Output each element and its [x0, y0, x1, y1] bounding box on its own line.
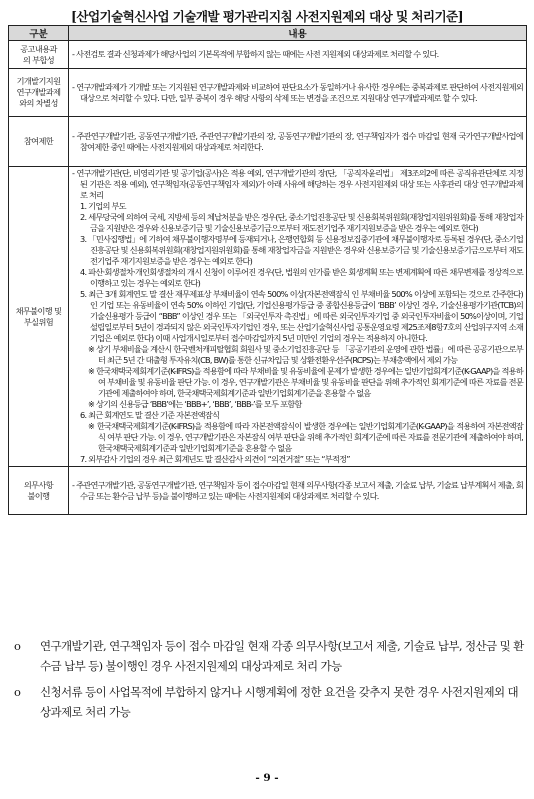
row-content — [69, 41, 527, 69]
content-note: ※ 한국채택국제회계기준(K-IFRS)을 적용함에 따라 부채비율 및 유동비율에 문제가 발생한 경우에는 일반기업회계기준(K-GAAP)을 적용하여 부채비율 및 유동비율 판단 가능. 이 경우, 연구개발기관은 부채비율 및 유동비율 판단을 위해 추가적인 회계기준에 따른 자료를 전문기관에 제출하여야 하며, 한국채택국제회계기준과 일반기업회계기준을 혼용할 수 없음 — [88, 366, 523, 398]
criteria-table — [8, 25, 527, 515]
content-text: - 주관연구개발기관, 공동연구개발기관, 주관연구개발기관의 장, 공동연구개발기관의 장, 연구책임자가 접수 마감일 현재 국가연구개발사업에 참여제한 중인 때에는 사전지원제외 대상과제로 처리한다. — [72, 130, 523, 152]
row-content — [69, 467, 527, 515]
bullet-marker: o — [14, 639, 21, 653]
content-text: - 사전검토 결과 신청과제가 해당사업의 기본목적에 부합하지 않는 때에는 사전 지원제외 대상과제로 처리할 수 있다. — [72, 49, 439, 59]
row-category: 기개발기지원 연구개발과제 와의 차별성 — [9, 69, 69, 117]
table-header-row — [9, 26, 527, 41]
bullet-list — [14, 636, 526, 728]
page-number: - 9 - — [255, 772, 279, 784]
content-item: 5. 최근 3개 회계연도 말 결산 재무제표상 부채비율이 연속 500% 이상(자본전액잠식 인 부채비율 500% 이상에 포함되는 것으로 간주한다)인 기업 또는 유동비율이 연속 50% 이하인 기업(단, 기업신용평가등급 중 종합신용등급이 ‘BBB’ 이상인 경우, 기술신용평가기관(TCB)의 기술신용평가 등급이 “BBB” 이상인 경우 또는 「외국인투자 촉진법」에 따른 외국인투자기업 중 외국인투자비율이 50%이상이며, 기업설립일로부터 5년이 경과되지 않은 외국인투자기업인 경우, 또는 산업기술혁신사업 공통운영요령 제25조제8항7호의 산업위구지역 소재 기업은 예외로 한다) 이때 사업개시일로부터 접수마감일까지 5년 미만인 기업의 경우는 적용하지 아니한다. — [80, 289, 523, 343]
content-item: 2. 세무당국에 의하여 국세, 지방세 등의 체납처분을 받은 경우(단, 중소기업진흥공단 및 신용회복위원회(재창업지원위원회)를 통해 재창업자금을 지원받은 경우와 신용보증기금 및 기술신용보증기금으로부터 재도전기업주 재기지원보증을 받은 경우는 예외로 한다) — [80, 212, 523, 233]
table-row — [9, 117, 527, 167]
page-title: [산업기술혁신사업 기술개발 평가관리지침 사전지원제외 대상 및 처리기준] — [71, 9, 463, 24]
table-row — [9, 167, 527, 467]
row-content — [69, 69, 527, 117]
content-item: 3. 「민사집행법」에 기하여 채무불이행자명부에 등재되거나, 은행연합회 등 신용정보집중기관에 채무불이행자로 등록된 경우(단, 중소기업진흥공단 및 신용회복위원회(재창업지원위원회)를 통해 재창업자금을 지원받은 경우와 신용보증기금 및 기술신용보증기금으로부터 재도전기업주 재기지원보증을 받은 경우는 예외로 한다) — [80, 234, 523, 266]
row-category: 채무불이행 및 부실위험 — [9, 167, 69, 467]
row-category: 공고내용과 의 부합성 — [9, 41, 69, 69]
header-category: 구분 — [9, 26, 69, 41]
content-item: 1. 기업의 부도 — [80, 201, 126, 211]
content-item: 4. 파산·회생절차·개인회생절차의 개시 신청이 이루어진 경우(단, 법원의 인가를 받은 회생계획 또는 변제계획에 따른 채무변제를 정상적으로 이행하고 있는 경우는 예외로 한다) — [80, 267, 523, 288]
table-row — [9, 41, 527, 69]
content-text: - 연구개발과제가 기개발 또는 기지원된 연구개발과제와 비교하여 판단요소가 동일하거나 유사한 경우에는 중복과제로 판단하여 사전지원제외 대상으로 처리할 수 있다. 다만, 일부 중복이 경우 해당 사항의 삭제 또는 변경을 조건으로 지원대상 연구개발과제로 할 수 있다. — [72, 81, 523, 103]
table-row — [9, 69, 527, 117]
content-note: ※ 한국채택국제회계기준(K-IFRS)을 적용함에 따라 자본전액잠식이 발생한 경우에는 일반기업회계기준(K-GAAP)을 적용하여 자본전액잠식 여부 판단 가능. 이 경우, 연구개발기관은 자본잠식 여부 판단을 위해 추가적인 회계기준에 따른 자료를 전문기관에 제출하여야 하며, 한국채택국제회계기준과 일반기업회계기준을 혼용할 수 없음 — [88, 421, 523, 453]
table-row — [9, 467, 527, 515]
content-text: - 주관연구개발기관, 공동연구개발기관, 연구책임자 등이 접수마감일 현재 의무사항(각종 보고서 제출, 기술료 납부, 기술료 납부계획서 제출, 회수금 또는 환수금 납부 등)을 불이행하고 있는 때에는 사전지원제외 대상과제로 처리할 수 있다. — [72, 479, 523, 501]
content-item: 6. 최근 회계연도 말 결산 기준 자본전액잠식 — [80, 410, 220, 420]
bullet-text: 연구개발기관, 연구책임자 등이 접수 마감일 현재 각종 의무사항(보고서 제출, 기술료 납부, 정산금 및 환수금 납부 등) 불이행인 경우 사전지원제외 대상과제로 처리 가능 — [40, 639, 524, 673]
bullet-item — [14, 682, 526, 722]
row-content — [69, 117, 527, 167]
content-note: ※ 상기 부채비율을 계산시 한국벤처캐피탈협회 회원사 및 중소기업진흥공단 등 「공공기관의 운영에 관한 법률」에 따른 공공기관으로부터 최근 5년 간 대출형 투자유치(CB, BW)를 통한 신규차입금 및 상환전환우선주(RCPS)는 부채총액에서 제외 가능 — [88, 344, 523, 365]
content-note: ※ 상기의 신용등급 ‘BBB’에는 ‘BBB+’, ‘BBB’, ‘BBB-’를 모두 포함함 — [88, 399, 302, 409]
bullet-item — [14, 636, 526, 676]
bullet-text: 신청서류 등이 사업목적에 부합하지 않거나 시행계획에 정한 요건을 갖추지 못한 경우 사전지원제외 대상과제로 처리 가능 — [40, 685, 519, 719]
row-category: 참여제한 — [9, 117, 69, 167]
bullet-marker: o — [14, 685, 21, 699]
row-category: 의무사항 불이행 — [9, 467, 69, 515]
content-intro: - 연구개발기관(단, 비영리기관 및 공기업(공사)은 적용 예외, 연구개발기관의 장(단, 「공직자윤리법」 제3조의2에 따른 공직유관단체로 지정된 기관은 적용 예외), 연구책임자(공동연구책임자 제외)가 아래 사유에 해당하는 경우 사전지원제외 대상 또는 사후관리 대상 연구개발과제로 처리 — [72, 168, 523, 200]
content-item: 7. 외부감사 기업의 경우 최근 회계년도 말 결산감사 의견이 “의견거절” 또는 “부적정” — [80, 454, 350, 464]
row-content — [69, 167, 527, 467]
header-content: 내용 — [69, 26, 527, 41]
